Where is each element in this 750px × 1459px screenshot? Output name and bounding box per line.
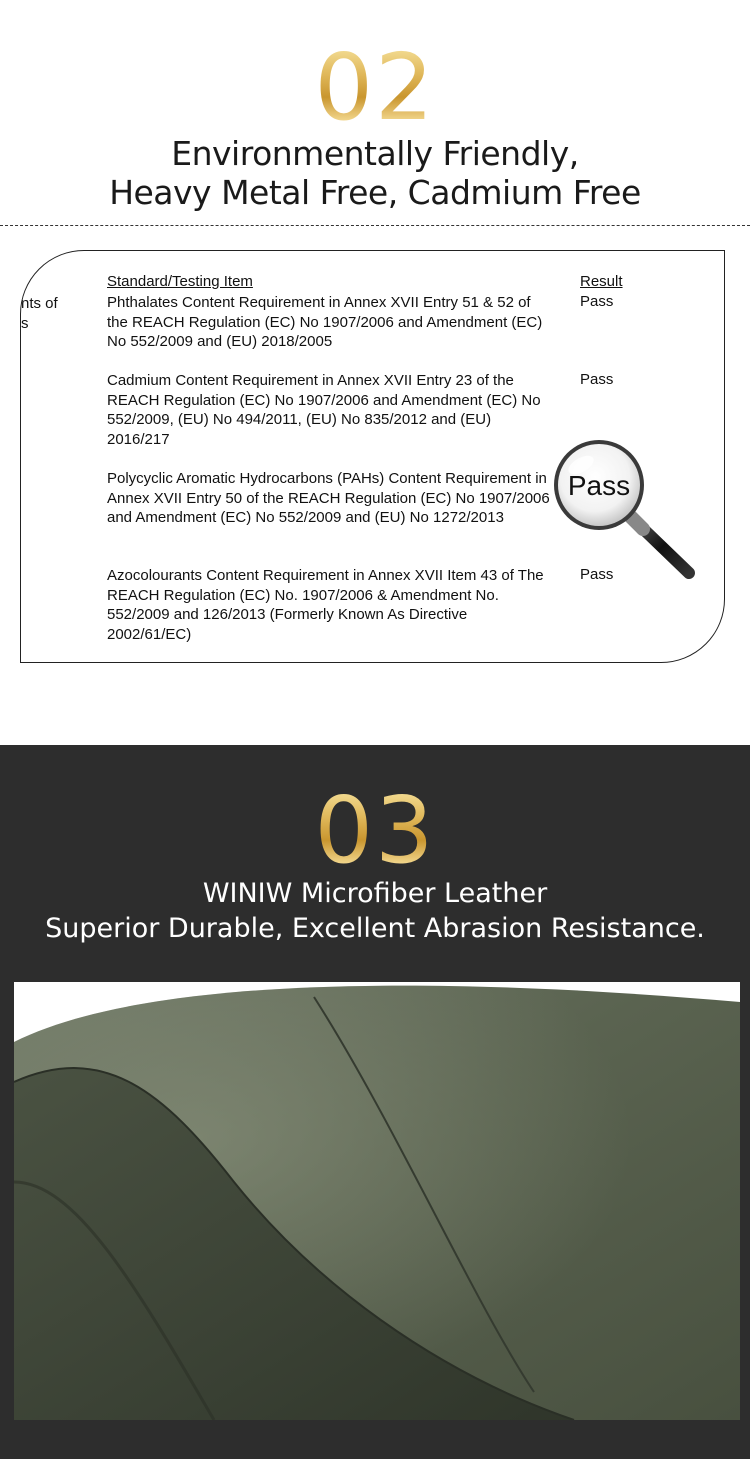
test-report-card — [20, 250, 725, 663]
headline-line-2: Superior Durable, Excellent Abrasion Resistance. — [45, 913, 705, 944]
test-result-azocolourants: Pass — [580, 566, 614, 583]
section-number-03: 03 — [0, 785, 750, 877]
test-item-pahs: Polycyclic Aromatic Hydrocarbons (PAHs) Content Requirement in Annex XVII Entry 50 of the REACH Regulation (EC) No 1907/2006 and Amendment (EC) No 552/2009 and (EU) No 1272/2013 — [107, 470, 550, 526]
clipped-report-text — [21, 294, 58, 333]
magnifier-pass-icon — [547, 439, 697, 579]
headline-line-2: Heavy Metal Free, Cadmium Free — [109, 173, 641, 212]
test-item-azocolourants: Azocolourants Content Requirement in Annex XVII Item 43 of The REACH Regulation (EC) No. 1907/2006 & Amendment No. 552/2009 and 126/2013 (Formerly Known As Directive 2002/61/EC) — [107, 567, 544, 643]
section-number-02: 02 — [0, 42, 750, 134]
headline-line-1: WINIW Microfiber Leather — [202, 878, 548, 909]
clipped-line-1: nts of — [21, 295, 58, 312]
magnifier-pass-text: Pass — [567, 470, 631, 501]
section-durability — [0, 745, 750, 1459]
test-item-phthalates: Phthalates Content Requirement in Annex XVII Entry 51 & 52 of the REACH Regulation (EC) No 1907/2006 and Amendment (EC) No 552/2009 and (EU) 2018/2005 — [107, 294, 543, 350]
test-item-cadmium: Cadmium Content Requirement in Annex XVII Entry 23 of the REACH Regulation (EC) No 1907/2006 and Amendment (EC) No 552/2009, (EU) No 494/2011, (EU) No 835/2012 and (EU) 2016/217 — [107, 372, 541, 448]
column-header-item: Standard/Testing Item — [107, 273, 253, 290]
dashed-divider — [0, 225, 750, 226]
microfiber-leather-photo — [14, 982, 740, 1420]
column-header-result: Result — [580, 273, 623, 290]
test-result-cadmium: Pass — [580, 371, 614, 388]
test-result-phthalates: Pass — [580, 293, 614, 310]
headline-line-1: Environmentally Friendly, — [171, 134, 579, 173]
clipped-line-2: s — [21, 314, 29, 332]
